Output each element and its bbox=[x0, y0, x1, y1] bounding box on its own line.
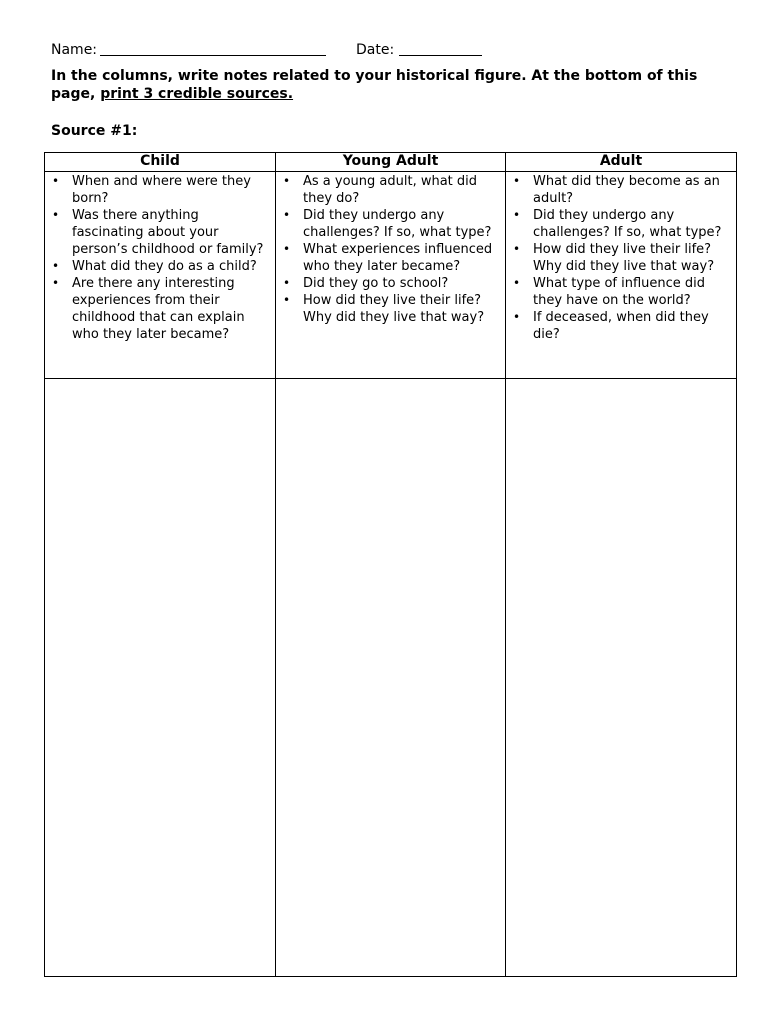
bullet-icon: • bbox=[52, 259, 60, 273]
bullet-icon: • bbox=[283, 276, 291, 290]
young-adult-prompts-cell bbox=[276, 172, 506, 379]
adult-prompt-list bbox=[506, 172, 736, 343]
header-row bbox=[51, 41, 482, 58]
bullet-icon: • bbox=[513, 242, 521, 256]
list-item: • What type of influence did they have on the world? bbox=[513, 276, 706, 308]
bullet-icon: • bbox=[283, 208, 291, 222]
young-adult-notes-area[interactable] bbox=[276, 379, 506, 977]
date-label: Date: bbox=[356, 42, 395, 58]
list-item: • What experiences influenced who they later became? bbox=[283, 242, 493, 274]
adult-prompts-cell bbox=[506, 172, 737, 379]
adult-notes-area[interactable] bbox=[506, 379, 737, 977]
list-item: • Did they undergo any challenges? If so, what type? bbox=[283, 208, 492, 240]
bullet-icon: • bbox=[52, 276, 60, 290]
list-item: • Was there anything fascinating about your person’s childhood or family? bbox=[52, 208, 264, 257]
bullet-icon: • bbox=[513, 310, 521, 324]
bullet-icon: • bbox=[52, 208, 60, 222]
bullet-icon: • bbox=[513, 174, 521, 188]
list-item: • What did they become as an adult? bbox=[513, 174, 720, 206]
date-blank-line[interactable] bbox=[399, 41, 482, 56]
source-label: Source #1: bbox=[51, 123, 138, 139]
list-item: • If deceased, when did they die? bbox=[513, 310, 709, 342]
instructions-underlined-text: print 3 credible sources. bbox=[100, 86, 294, 102]
column-heading-child: Child bbox=[45, 153, 276, 172]
child-prompt-list bbox=[45, 172, 275, 343]
list-item: • Did they go to school? bbox=[283, 276, 449, 291]
instructions bbox=[51, 67, 741, 103]
name-label: Name: bbox=[51, 42, 98, 58]
list-item: • As a young adult, what did they do? bbox=[283, 174, 478, 206]
list-item: • When and where were they born? bbox=[52, 174, 251, 206]
list-item: • How did they live their life? Why did they live that way? bbox=[513, 242, 715, 274]
column-heading-young-adult: Young Adult bbox=[276, 153, 506, 172]
list-item: • Are there any interesting experiences from their childhood that can explain who they later became? bbox=[52, 276, 245, 342]
bullet-icon: • bbox=[52, 174, 60, 188]
child-notes-area[interactable] bbox=[45, 379, 276, 977]
list-item: • Did they undergo any challenges? If so, what type? bbox=[513, 208, 722, 240]
bullet-icon: • bbox=[283, 174, 291, 188]
notes-table bbox=[44, 152, 737, 977]
bullet-icon: • bbox=[283, 242, 291, 256]
list-item: • How did they live their life? Why did they live that way? bbox=[283, 293, 485, 325]
young-adult-prompt-list bbox=[276, 172, 505, 326]
name-blank-line[interactable] bbox=[100, 41, 326, 56]
bullet-icon: • bbox=[283, 293, 291, 307]
list-item: • What did they do as a child? bbox=[52, 259, 257, 274]
instructions-text: In the columns, write notes related to your historical figure. At the bottom of this page, bbox=[51, 68, 698, 102]
bullet-icon: • bbox=[513, 276, 521, 290]
column-heading-adult: Adult bbox=[506, 153, 737, 172]
child-prompts-cell bbox=[45, 172, 276, 379]
bullet-icon: • bbox=[513, 208, 521, 222]
